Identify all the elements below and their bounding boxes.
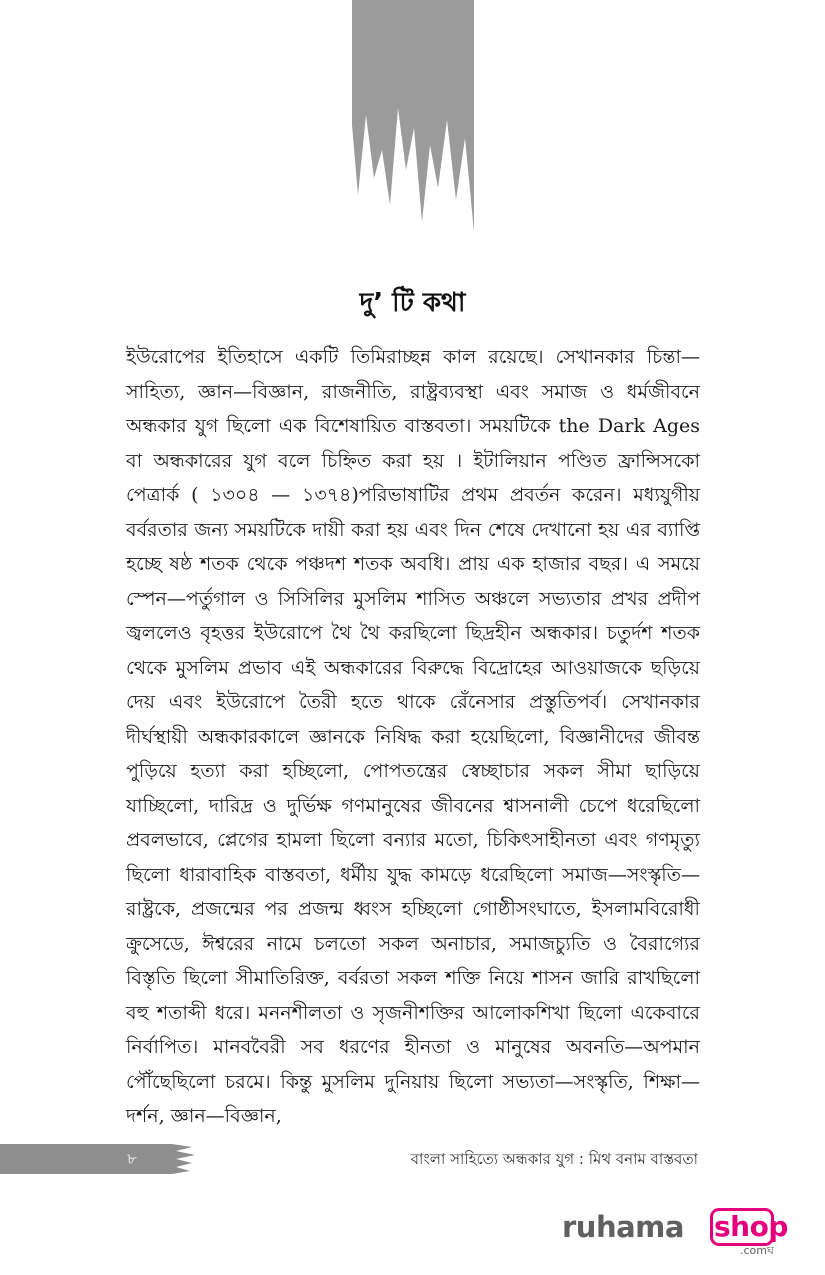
brand-name-part2: shop: [714, 1210, 788, 1243]
brand-name-part1: ruhama: [562, 1210, 684, 1244]
running-title: বাংলা সাহিত্যে অন্ধকার যুগ : মিথ বনাম বাস্তবতা: [410, 1150, 698, 1168]
body-paragraph: ইউরোপের ইতিহাসে একটি তিমিরাচ্ছন্ন কাল রয়েছে। সেখানকার চিন্তা—সাহিত্য, জ্ঞান—বিজ্ঞান, রাজনীতি, রাষ্ট্রব্যবস্থা এবং সমাজ ও ধর্মজীবনে অন্ধকার যুগ ছিলো এক বিশেষায়িত বাস্তবতা। সময়টিকে the Dark Ages বা অন্ধকারের যুগ বলে চিহ্নিত করা হয় । ইটালিয়ান পণ্ডিত ফ্রান্সিসকো পেত্রার্ক ( ১৩০৪ — ১৩৭৪)পরিভাষাটির প্রথম প্রবর্তন করেন। মধ্যযুগীয় বর্বরতার জন্য সময়টিকে দায়ী করা হয় এবং দিন শেষে দেখানো হয় এর ব্যাপ্তি হচ্ছে ষষ্ঠ শতক থেকে পঞ্চদশ শতক অবধি। প্রায় এক হাজার বছর। এ সময়ে স্পেন—পর্তুগাল ও সিসিলির মুসলিম শাসিত অঞ্চলে সভ্যতার প্রখর প্রদীপ জ্বললেও বৃহত্তর ইউরোপে থৈ থৈ করছিলো ছিদ্রহীন অন্ধকার। চতুর্দশ শতক থেকে মুসলিম প্রভাব এই অন্ধকারের বিরুদ্ধে বিদ্রোহের আওয়াজকে ছড়িয়ে দেয় এবং ইউরোপে তৈরী হতে থাকে রেঁনেসার প্রস্তুতিপর্ব। সেখানকার দীর্ঘস্থায়ী অন্ধকারকালে জ্ঞানকে নিষিদ্ধ করা হয়েছিলো, বিজ্ঞানীদের জীবন্ত পুড়িয়ে হত্যা করা হচ্ছিলো, পোপতন্ত্রের স্বেচ্ছাচার সকল সীমা ছাড়িয়ে যাচ্ছিলো, দারিদ্র ও দুর্ভিক্ষ গণমানুষের জীবনের শ্বাসনালী চেপে ধরেছিলো প্রবলভাবে, প্লেগের হামলা ছিলো বন্যার মতো, চিকিৎসাহীনতা এবং গণমৃত্যু ছিলো ধারাবাহিক বাস্তবতা, ধর্মীয় যুদ্ধ কামড়ে ধরেছিলো সমাজ—সংস্কৃতি—রাষ্ট্রকে, প্রজন্মের পর প্রজন্ম ধ্বংস হচ্ছিলো গোষ্ঠীসংঘাতে, ইসলামবিরোধী ক্রুসেডে, ঈশ্বরের নামে চলতো সকল অনাচার, সমাজচ্যুতি ও বৈরাগ্যের বিস্তৃতি ছিলো সীমাতিরিক্ত, বর্বরতা সকল শক্তি নিয়ে শাসন জারি রাখছিলো বহু শতাব্দী ধরে। মননশীলতা ও সৃজনীশক্তির আলোকশিখা ছিলো একেবারে নির্বাপিত। মানববৈরী সব ধরণের হীনতা ও মানুষের অবনতি—অপমান পৌঁছেছিলো চরমে। কিন্তু মুসলিম দুনিয়ায় ছিলো সভ্যতা—সংস্কৃতি, শিক্ষা—দর্শন, জ্ঞান—বিজ্ঞান,: [126, 346, 700, 1127]
footer-band-icon: [0, 1144, 195, 1174]
page-number: ৮: [127, 1150, 137, 1168]
top-ornament-icon: [352, 0, 474, 232]
page-title: দু’ টি কথা: [359, 288, 466, 318]
brand-domain-suffix: .comঘ: [740, 1244, 774, 1257]
